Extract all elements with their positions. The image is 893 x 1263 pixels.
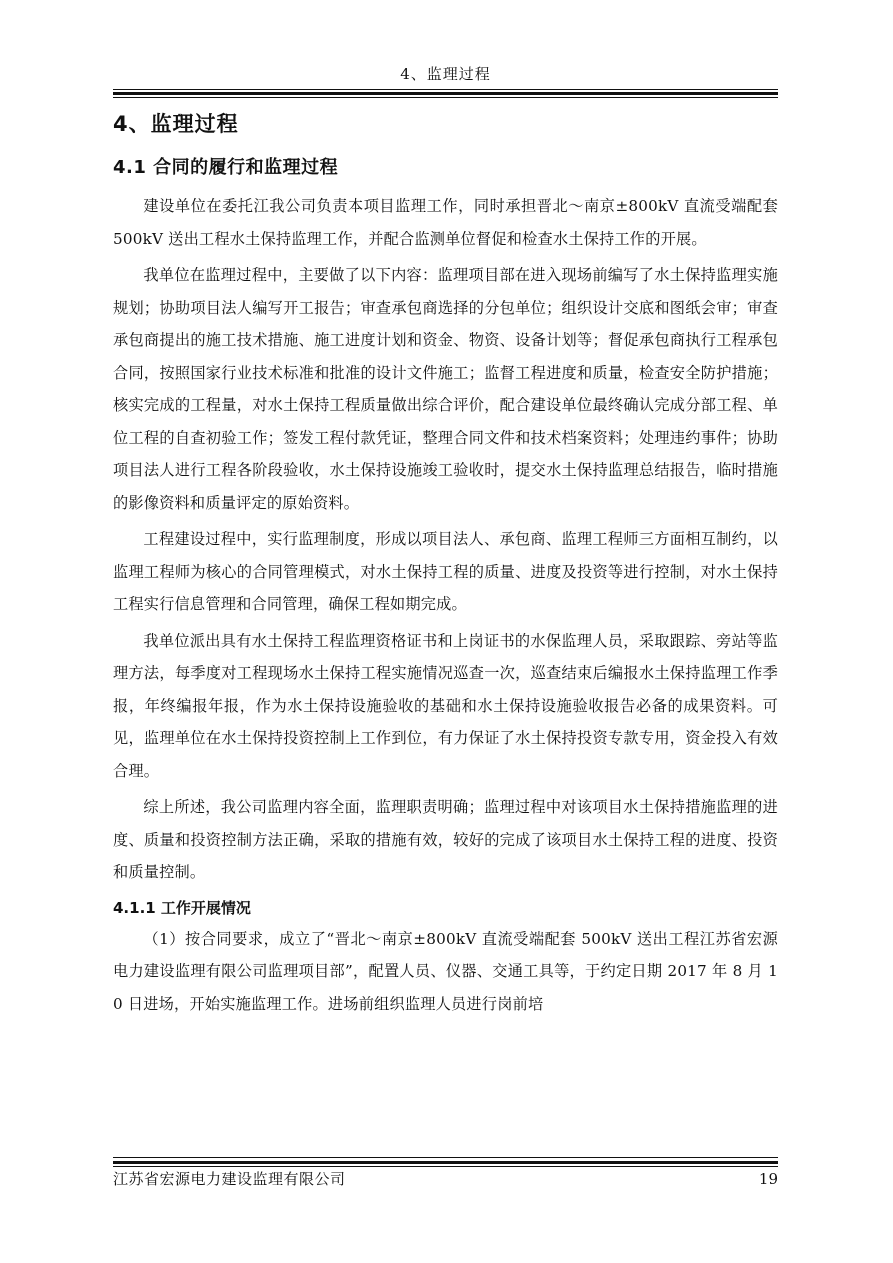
page-content (113, 104, 778, 1024)
paragraph: 综上所述，我公司监理内容全面，监理职责明确；监理过程中对该项目水土保持措施监理的进度、质量和投资控制方法正确，采取的措施有效，较好的完成了该项目水土保持工程的进度、投资和质量控制。 (113, 798, 778, 881)
paragraph: 工程建设过程中，实行监理制度，形成以项目法人、承包商、监理工程师三方面相互制约，以监理工程师为核心的合同管理模式，对水土保持工程的质量、进度及投资等进行控制，对水土保持工程实行信息管理和合同管理，确保工程如期完成。 (113, 530, 778, 613)
header-rule (113, 97, 778, 98)
footer-company: 江苏省宏源电力建设监理有限公司 (113, 1170, 346, 1188)
paragraph: 我单位在监理过程中，主要做了以下内容：监理项目部在进入现场前编写了水土保持监理实施规划；协助项目法人编写开工报告；审查承包商选择的分包单位；组织设计交底和图纸会审；审查承包商提出的施工技术措施、施工进度计划和资金、物资、设备计划等；督促承包商执行工程承包合同，按照国家行业技术标准和批准的设计文件施工；监督工程进度和质量，检查安全防护措施；核实完成的工程量，对水土保持工程质量做出综合评价，配合建设单位最终确认完成分部工程、单位工程的自查初验工作；签发工程付款凭证，整理合同文件和技术档案资料；处理违约事件；协助项目法人进行工程各阶段验收，水土保持设施竣工验收时，提交水土保持监理总结报告，临时措施的影像资料和质量评定的原始资料。 (113, 266, 778, 512)
paragraph: 我单位派出具有水土保持工程监理资格证书和上岗证书的水保监理人员，采取跟踪、旁站等监理方法，每季度对工程现场水土保持工程实施情况巡查一次，巡查结束后编报水土保持监理工作季报，年终编报年报，作为水土保持设施验收的基础和水土保持设施验收报告必备的成果资料。可见，监理单位在水土保持投资控制上工作到位，有力保证了水土保持投资专款专用，资金投入有效合理。 (113, 631, 778, 780)
footer-rule (113, 1166, 778, 1167)
running-header: 4、监理过程 (400, 65, 491, 83)
page-number: 19 (758, 1170, 778, 1188)
section-title: 4、监理过程 (113, 112, 239, 136)
paragraph: 建设单位在委托江我公司负责本项目监理工作，同时承担晋北～南京±800kV 直流受端配套 500kV 送出工程水土保持监理工作，并配合监测单位督促和检查水土保持工作的开展。 (113, 197, 778, 248)
footer-rule (113, 1157, 778, 1158)
header-rule (113, 92, 778, 95)
header-rule (113, 89, 778, 90)
subsubsection-title: 4.1.1 工作开展情况 (113, 898, 251, 917)
subsection-title: 4.1 合同的履行和监理过程 (113, 157, 339, 178)
paragraph: （1）按合同要求，成立了“晋北～南京±800kV 直流受端配套 500kV 送出工程江苏省宏源电力建设监理有限公司监理项目部”，配置人员、仪器、交通工具等，于约定日期 2017 年 8 月 10 日进场，开始实施监理工作。进场前组织监理人员进行岗前培 (113, 929, 778, 1013)
footer-rule (113, 1161, 778, 1164)
